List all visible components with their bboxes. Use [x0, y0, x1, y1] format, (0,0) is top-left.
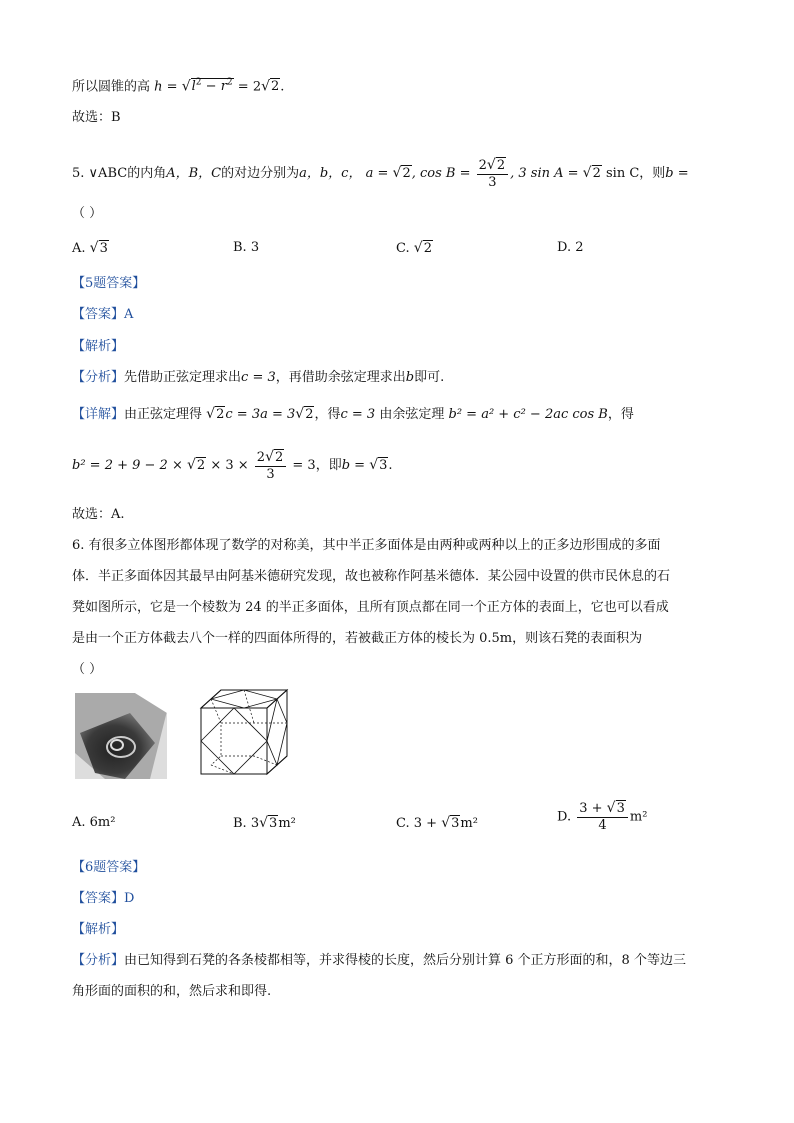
label: A.: [72, 241, 86, 256]
sqrt-icon: √: [413, 240, 423, 256]
radicand: 2: [305, 407, 314, 422]
text: ，得: [314, 407, 341, 422]
den: 4: [598, 818, 607, 833]
text: 所以圆锥的高: [72, 79, 151, 95]
var-r: r: [220, 79, 227, 95]
answer-text: 【答案】D: [72, 891, 135, 906]
cond: , 3 sin A =: [510, 166, 583, 181]
sqrt-icon: √: [181, 78, 191, 95]
sqrt-icon: √: [606, 800, 616, 816]
radicand: 2: [216, 407, 225, 422]
math: b: [405, 370, 415, 385]
tag: 【分析】: [72, 370, 125, 385]
sqrt-icon: √: [265, 448, 274, 465]
coef: 3 +: [413, 816, 442, 831]
text: A，B，C: [166, 166, 222, 181]
radicand: 2: [496, 157, 506, 173]
text: 的对边分别为: [221, 166, 300, 181]
fraction: [255, 449, 286, 483]
q5-option-b[interactable]: B. 3: [233, 240, 260, 255]
text: a，b，c，: [299, 166, 362, 181]
text: 即可.: [414, 370, 445, 385]
radicand: 3: [451, 816, 460, 831]
exp: 2: [195, 78, 202, 88]
label: B.: [233, 816, 247, 831]
text: ，即: [315, 458, 342, 473]
tag: 【详解】: [72, 407, 125, 422]
cone-height-line: [72, 74, 284, 96]
q6-line-4: 是由一个正方体截去八个一样的四面体所得的，若被截正方体的棱长为 0.5m，则该石凳的表面积为: [72, 631, 643, 646]
q5-option-c[interactable]: [396, 240, 433, 256]
sqrt-icon: √: [441, 815, 451, 831]
sqrt-icon: √: [206, 406, 216, 422]
q6-option-b[interactable]: [233, 815, 296, 831]
answer-text: 【答案】A: [72, 307, 134, 322]
radicand: 3: [379, 458, 388, 473]
rhs: = 2: [233, 79, 262, 95]
coef: 3: [250, 816, 260, 831]
cond: , cos B =: [411, 166, 475, 181]
radicand: 3: [616, 801, 625, 816]
sqrt-icon: √: [295, 406, 305, 422]
unit: m²: [278, 816, 296, 831]
fraction: [577, 800, 628, 834]
math: c = 3: [340, 407, 376, 422]
text: 由已知得到石凳的各条棱都相等，并求得棱的长度，然后分别计算 6 个正方形面的和，8 个等边三: [124, 953, 686, 968]
q5-choice: 故选：A.: [72, 507, 125, 522]
unit: m²: [629, 809, 648, 825]
cond: sin C，则: [601, 166, 666, 181]
math: b² = 2 + 9 − 2 ×: [72, 458, 187, 473]
den: 3: [488, 174, 497, 190]
q6-line-2: 体．半正多面体因其最早由阿基米德研究发现，故也被称作阿基米德体．某公园中设置的供市民休息的石: [72, 569, 671, 584]
math: b =: [341, 458, 370, 473]
sqrt-icon: √: [486, 156, 496, 173]
num: 2: [256, 449, 266, 465]
q5-option-d[interactable]: D. 2: [557, 240, 584, 255]
q5-analysis: [72, 369, 444, 387]
math: c = 3: [241, 370, 276, 385]
label: D.: [557, 809, 572, 825]
sqrt-icon: √: [186, 457, 196, 473]
text: 由余弦定理: [379, 407, 445, 422]
q6-analysis-2: 角形面的面积的和，然后求和即得.: [72, 984, 272, 999]
q6-line-3: 凳如图所示，它是一个棱数为 24 的半正多面体，且所有顶点都在同一个正方体的表面上，它也可以看成: [72, 600, 669, 615]
text: ，再借助余弦定理求出: [275, 370, 406, 385]
radicand: 3: [269, 816, 278, 831]
label: C.: [396, 816, 410, 831]
stone-bench-photo: [75, 693, 167, 779]
q6-option-a[interactable]: A. 6m²: [72, 815, 116, 830]
text: 先借助正弦定理求出: [124, 370, 242, 385]
radicand: 3: [99, 241, 108, 256]
label: C.: [396, 241, 410, 256]
math: c = 3a = 3: [225, 407, 296, 422]
q6-option-c[interactable]: [396, 815, 478, 831]
q6-line-1: 6. 有很多立体图形都体现了数学的对称美，其中半正多面体是由两种或两种以上的正多边形围成的多面: [72, 538, 661, 553]
den: 3: [266, 466, 275, 482]
sqrt-icon: √: [392, 165, 402, 181]
q5-paren: （ ）: [72, 206, 103, 221]
radicand: 2: [274, 449, 284, 465]
radicand: 2: [423, 241, 432, 256]
eq: =: [162, 79, 182, 95]
text: ∨ABC的内角: [88, 166, 167, 181]
polyhedron-diagram: [193, 688, 293, 776]
math: × 3 ×: [206, 458, 253, 473]
fraction: [477, 157, 508, 191]
num: 3 +: [579, 801, 607, 816]
q5-answer-tag: 【5题答案】: [72, 276, 146, 291]
text: 由正弦定理得: [124, 407, 203, 422]
cond: a =: [365, 166, 393, 181]
q6-jiexi: 【解析】: [72, 922, 125, 937]
sqrt-icon: √: [369, 457, 379, 473]
q5-stem: [72, 156, 689, 191]
var-b: b: [665, 166, 674, 181]
q6-answer-tag: 【6题答案】: [72, 860, 146, 875]
radicand: 2: [592, 166, 601, 181]
num: 2: [478, 157, 487, 173]
tag: 【分析】: [72, 953, 125, 968]
radicand: 2: [402, 166, 411, 181]
sqrt-icon: √: [89, 240, 99, 256]
q-number: 5.: [72, 166, 85, 181]
math: = 3: [288, 458, 316, 473]
minus: −: [201, 79, 221, 95]
eq: =: [673, 166, 689, 181]
radicand: 2: [196, 458, 206, 473]
choice-line: 故选：B: [72, 110, 121, 125]
unit: m²: [460, 816, 478, 831]
q5-option-a[interactable]: [72, 240, 109, 256]
math: b² = a² + c² − 2ac cos B: [448, 407, 608, 422]
q6-answer: [72, 890, 134, 908]
q5-detail: [72, 405, 634, 424]
text: ，得: [607, 407, 634, 422]
q5-jiexi: 【解析】: [72, 339, 125, 354]
dot: .: [280, 79, 285, 95]
sqrt-icon: √: [582, 165, 592, 181]
q5-answer: [72, 306, 133, 324]
sqrt-icon: √: [259, 815, 269, 831]
sqrt-icon: √: [261, 78, 271, 95]
exp: 2: [226, 78, 233, 88]
q5-calc: b² = 2 + 9 − 2 × √2 × 3 × $\frac{2√2}{3}$ = 3，即b = √3.: [72, 448, 393, 482]
q6-analysis-1: [72, 952, 686, 970]
q6-paren: （ ）: [72, 662, 103, 677]
var-h: h: [154, 79, 163, 95]
var-l: l: [191, 79, 196, 95]
radicand: 2: [271, 79, 280, 95]
q6-option-d[interactable]: [557, 800, 647, 834]
